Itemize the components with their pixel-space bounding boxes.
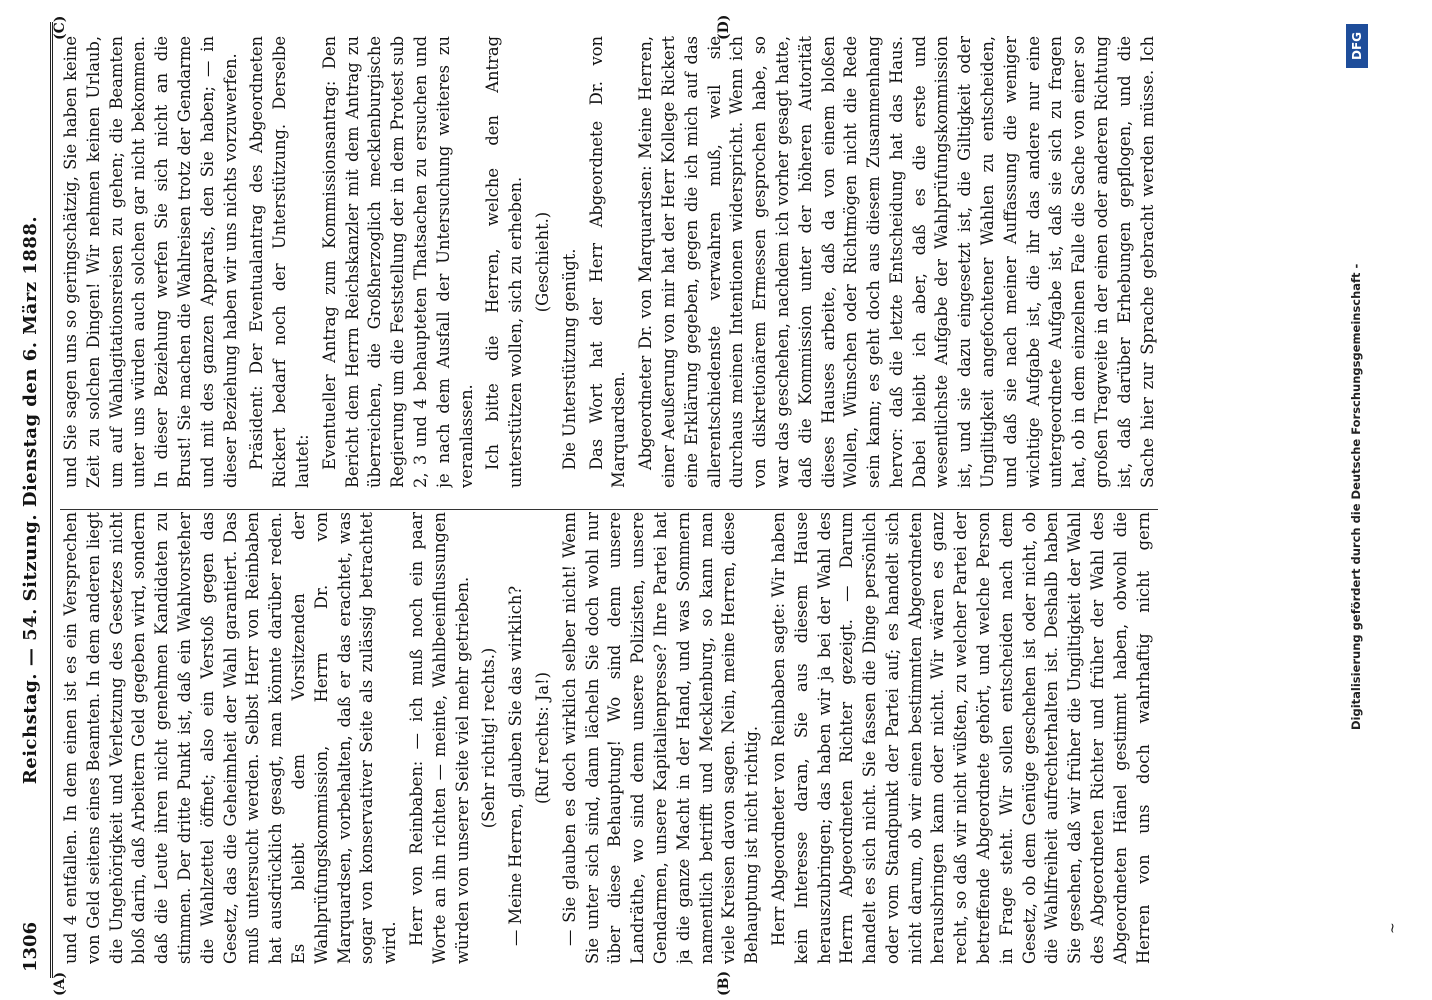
paragraph: Abgeordneter Dr. von Marquardsen: Meine Herren, einer Aeußerung von mir hat der Herr Kollege Rickert eine Erklärung gegeben, gegen die ich mich auf das allerentschiedenste verwahren muß, weil sie durchaus meinen Intentionen widerspricht. Wenn ich von diskretionärem Ermessen gesprochen habe, so war das geschehen, nachdem ich vorher gesagt hatte, daß die Kommission unter der höheren Autorität dieses Hauses arbeite, daß da von einem bloßen Wollen, Wünschen oder Richtmögen nicht die Rede sein kann; es geht doch aus diesem Zusammenhang hervor: daß die letzte Entscheidung hat das Haus. Dabei bleibt ich aber, daß es die erste und wesentlichste Aufgabe der Wahlprüfungskommission ist, und sie dazu eingesetzt ist, die Giltigkeit oder Ungiltigkeit angefochtener Wahlen zu entscheiden, und daß sie nach meiner Auffassung die weniger wichtige Aufgabe ist, die ihr das andere nur eine untergeordnete Aufgabe ist, daß sie sich zu fragen hat, ob in dem einzelnen Falle die Sache von einer so großen Tragweite in der einen oder anderen Richtung ist, daß darüber Erhebungen gepflogen, und die Sache hier zur Sprache gebracht werden müsse. Ich bbox=[636, 36, 1157, 488]
paragraph: Herr von Reinbaben: — ich muß noch ein paar Worte an ihn richten — meinte, Wahlbeeinflussungen würden von unserer Seite viel mehr getrieben. bbox=[406, 512, 472, 964]
motion-text: Eventueller Antrag zum Kommissionsantrag: Den Bericht dem Herrn Reichskanzler mit dem Antrag zu überreichen, die Großherzoglich mecklenburgische Regierung um die Feststellung der in dem Protest sub 2, 3 und 4 behaupteten Thatsachen zu ersuchen und je nach dem Ausfall der Untersuchung weiteres zu veranlassen. bbox=[319, 36, 476, 488]
paragraph: und Sie sagen uns so geringschätzig, Sie haben keine Zeit zu solchen Dingen! Wir nehmen keinen Urlaub, um auf Wahlagitationsreisen zu gehen; die Beamten unter uns würden auch solchen gar nicht bekommen. In dieser Beziehung werfen Sie sich nicht an die Brust! Sie machen die Wahlreisen trotz der Gendarme und mit des ganzen Apparats, den Sie haben; — in dieser Beziehung haben wir uns nichts vorzuwerfen. bbox=[61, 36, 240, 488]
scan-mark: ~ bbox=[1385, 922, 1401, 934]
paragraph: Das Wort hat der Herr Abgeordnete Dr. von Marquardsen. bbox=[586, 36, 629, 488]
paragraph: Ich bitte die Herren, welche den Antrag unterstützen wollen, sich zu erheben. bbox=[483, 36, 526, 488]
interjection: (Sehr richtig! rechts.) bbox=[479, 647, 499, 829]
digitization-note: Digitalisierung gefördert durch die Deutsche Forschungsgemeinschaft - bbox=[1349, 263, 1363, 730]
margin-letter-d: (D) bbox=[716, 14, 732, 40]
interjection: (Geschieht.) bbox=[532, 211, 552, 313]
paragraph: und 4 entfallen. In dem einen ist es ein Versprechen von Geld seitens eines Beamten. In dem anderen liegt die Ungehörigkeit und Verletzung des Gesetzes nicht bloß darin, daß Arbeitern Geld gegeben wird, sondern daß die Leute ihren nicht genehmen Kandidaten zu stimmen. Der dritte Punkt ist, daß ein Wahlvorsteher die Wahlzettel öffnet; also ein Verstoß gegen das Gesetz, das die Geheimheit der Wahl garantiert. Das muß untersucht werden. Selbst Herr von Reinbaben hat ausdrücklich gesagt, man könnte darüber reden. Es bleibt dem Vorsitzenden der Wahlprüfungskommission, Herrn Dr. von Marquardsen, vorbehalten, daß er das erachtet, was sogar von konservativer Seite als zulässig betrachtet wird. bbox=[61, 512, 400, 964]
paragraph: — Meine Herren, glauben Sie das wirklich? bbox=[506, 585, 526, 946]
margin-letter-a: (A) bbox=[52, 971, 68, 996]
running-title: Reichstag. — 54. Sitzung. Dienstag den 6. März 1888. bbox=[20, 215, 41, 785]
margin-letter-b: (B) bbox=[716, 970, 732, 996]
right-text-column bbox=[60, 36, 1158, 488]
digitization-footer bbox=[1342, 0, 1372, 1000]
paragraph: — Sie glauben es doch wirklich selber nicht! Wenn Sie unter sich sind, dann lächeln Sie doch wohl nur über diese Behauptung! Wo sind denn unsere Landräthe, wo sind denn unsere Polizisten, unsere Gendarmen, unsere Kapitalienpresse? Ihre Partei hat ja die ganze Macht in der Hand, und was Sommern namentlich betrifft und Mecklenburg, so kann man viele Kreisen davon sagen. Nein, meine Herren, diese Behauptung ist nicht richtig. bbox=[559, 512, 762, 964]
column-divider bbox=[60, 509, 1158, 510]
paragraph: Präsident: Der Eventualantrag des Abgeordneten Rickert bedarf noch der Unterstützung. Derselbe lautet: bbox=[247, 36, 312, 488]
page-number: 1306 bbox=[20, 921, 41, 972]
paragraph: Die Unterstützung genügt. bbox=[559, 248, 579, 470]
left-text-column bbox=[60, 512, 1158, 964]
interjection: (Ruf rechts: Ja!) bbox=[532, 672, 552, 805]
margin-letter-c: (C) bbox=[52, 15, 68, 40]
paragraph: Herr Abgeordneter von Reinbaben sagte: Wir haben kein Interesse daran, Sie aus diesem Hause herauszubringen; das haben wir ja bei der Wahl des Herrn Abgeordneten Richter gezeigt. — Darum handelt es sich nicht. Sie fassen die Dinge persönlich oder vom Standpunkt der Partei auf; es handelt sich nicht darum, ob wir einen bestimmten Abgeordneten herausbringen kann oder nicht. Wir wären es ganz recht, so daß wir nicht wüßten, zu welcher Partei der betreffende Abgeordnete gehört, und welche Person in Frage steht. Wir sollen entscheiden nach dem Gesetz, ob dem Genüge geschehen ist oder nicht, ob die Wahlfreiheit aufrechterhalten ist. Deshalb haben Sie gesehen, daß wir früher die Ungiltigkeit der Wahl des Abgeordneten Richter und früher der Wahl des Abgeordneten Hänel gestimmt haben, obwohl die Herren von uns doch wahrhaftig nicht gern bbox=[768, 512, 1153, 964]
dfg-logo-badge: DFG bbox=[1346, 24, 1368, 68]
page-header bbox=[14, 22, 53, 978]
